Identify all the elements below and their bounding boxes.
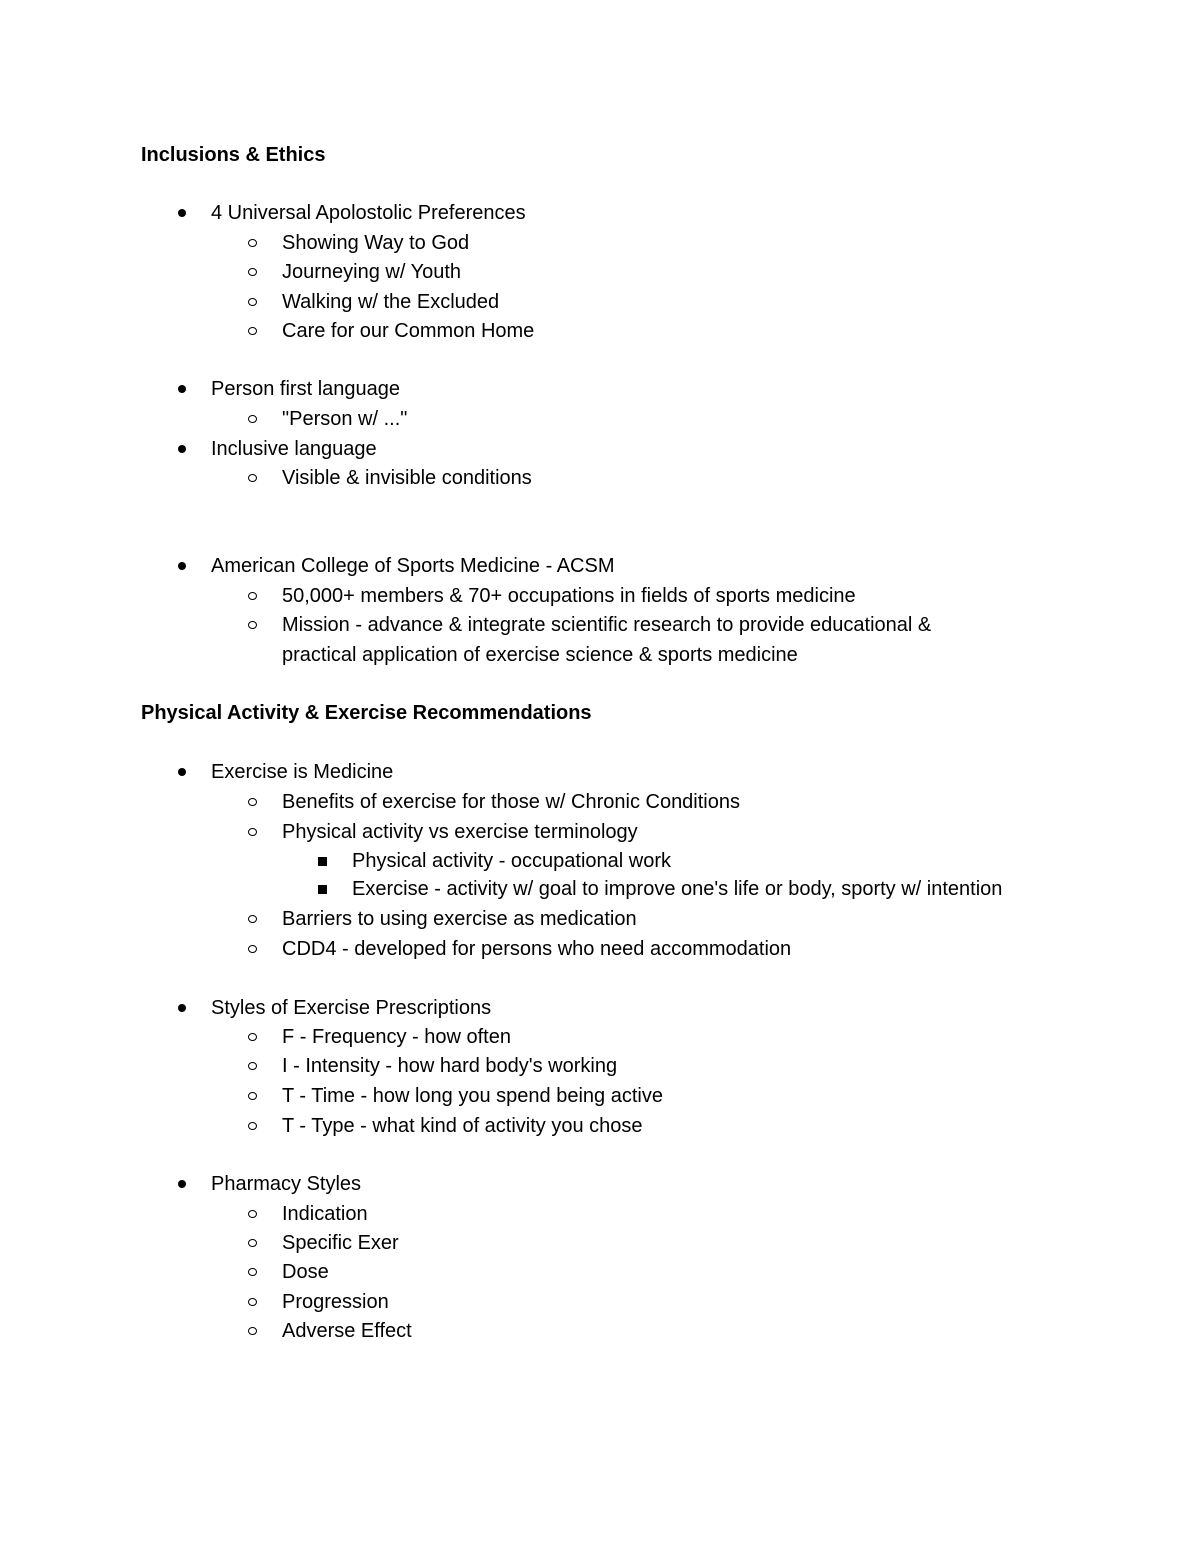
section-heading: Inclusions & Ethics (141, 144, 326, 166)
bullet-circle-icon (248, 915, 257, 923)
sub-list-item-text: Indication (282, 1203, 368, 1225)
bullet-circle-icon (248, 1062, 257, 1070)
bullet-circle-icon (248, 621, 257, 629)
bullet-circle-icon (248, 474, 257, 482)
bullet-disc-icon (178, 209, 186, 217)
bullet-circle-icon (248, 828, 257, 836)
bullet-disc-icon (178, 562, 186, 570)
list-item-text: Styles of Exercise Prescriptions (211, 997, 492, 1019)
sub-list-item-text: "Person w/ ..." (282, 408, 408, 430)
list-item-text: American College of Sports Medicine - ACSM (211, 555, 615, 577)
sub-list-item-text: Dose (282, 1261, 329, 1283)
sub-list-item-text: Physical activity vs exercise terminology (282, 821, 638, 843)
bullet-disc-icon (178, 385, 186, 393)
sub-sub-list-item-text: Physical activity - occupational work (352, 850, 672, 872)
sub-list-item-text: Mission - advance & integrate scientific research to provide educational & (282, 614, 932, 636)
sub-list-item-text: T - Type - what kind of activity you chose (282, 1115, 643, 1137)
sub-list-item-text: Walking w/ the Excluded (282, 291, 500, 313)
list-item-text: Inclusive language (211, 438, 377, 460)
sub-list-item-text: I - Intensity - how hard body's working (282, 1055, 618, 1077)
section-heading: Physical Activity & Exercise Recommendations (141, 702, 592, 724)
sub-list-item-text: 50,000+ members & 70+ occupations in fields of sports medicine (282, 585, 856, 607)
sub-list-item-text: Benefits of exercise for those w/ Chronic Conditions (282, 791, 740, 813)
bullet-square-icon (318, 857, 327, 866)
bullet-circle-icon (248, 298, 257, 306)
sub-list-item-text: Adverse Effect (282, 1320, 412, 1342)
sub-list-item-text: Barriers to using exercise as medication (282, 908, 637, 930)
bullet-circle-icon (248, 945, 257, 953)
bullet-disc-icon (178, 445, 186, 453)
bullet-circle-icon (248, 1239, 257, 1247)
list-item-text: Pharmacy Styles (211, 1173, 362, 1195)
sub-list-item-text: Specific Exer (282, 1232, 399, 1254)
list-item-text: Person first language (211, 378, 401, 400)
sub-list-item-text: Showing Way to God (282, 232, 470, 254)
sub-list-item-text: Journeying w/ Youth (282, 261, 462, 283)
list-item-text: 4 Universal Apolostolic Preferences (211, 202, 526, 224)
sub-list-item-text: practical application of exercise science & sports medicine (282, 644, 798, 666)
bullet-circle-icon (248, 1298, 257, 1306)
bullet-disc-icon (178, 768, 186, 776)
sub-list-item-text: F - Frequency - how often (282, 1026, 511, 1048)
sub-list-item-text: Progression (282, 1291, 389, 1313)
bullet-circle-icon (248, 327, 257, 335)
bullet-disc-icon (178, 1004, 186, 1012)
bullet-circle-icon (248, 415, 257, 423)
bullet-circle-icon (248, 268, 257, 276)
bullet-circle-icon (248, 1033, 257, 1041)
bullet-circle-icon (248, 1210, 257, 1218)
sub-sub-list-item-text: Exercise - activity w/ goal to improve one's life or body, sporty w/ intention (352, 878, 1003, 900)
sub-list-item-text: CDD4 - developed for persons who need accommodation (282, 938, 792, 960)
bullet-circle-icon (248, 592, 257, 600)
bullet-circle-icon (248, 1268, 257, 1276)
sub-list-item-text: Visible & invisible conditions (282, 467, 532, 489)
bullet-circle-icon (248, 1092, 257, 1100)
bullet-circle-icon (248, 1327, 257, 1335)
bullet-circle-icon (248, 239, 257, 247)
bullet-circle-icon (248, 798, 257, 806)
sub-list-item-text: Care for our Common Home (282, 320, 535, 342)
list-item-text: Exercise is Medicine (211, 761, 394, 783)
bullet-circle-icon (248, 1122, 257, 1130)
sub-list-item-text: T - Time - how long you spend being active (282, 1085, 663, 1107)
bullet-disc-icon (178, 1180, 186, 1188)
bullet-square-icon (318, 885, 327, 894)
